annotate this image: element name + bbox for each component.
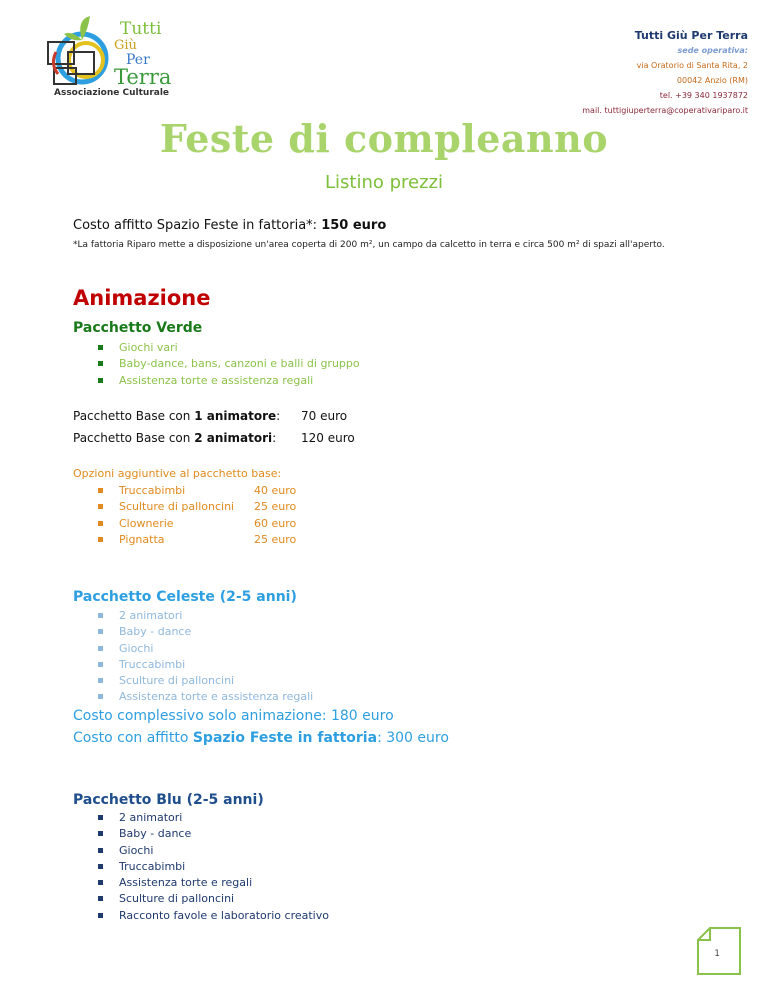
contact-sede: sede operativa: bbox=[677, 46, 748, 55]
total-prefix: Costo con affitto bbox=[73, 730, 193, 746]
page-subtitle: Listino prezzi bbox=[324, 172, 443, 193]
bullet-icon bbox=[98, 521, 103, 526]
rental-cost-label: Costo affitto Spazio Feste in fattoria*: bbox=[73, 218, 318, 233]
celeste-total-with-rental bbox=[73, 730, 449, 746]
list-item bbox=[73, 373, 573, 389]
list-blu bbox=[73, 810, 573, 924]
package-heading-celeste: Pacchetto Celeste (2-5 anni) bbox=[73, 589, 297, 605]
price-prefix: Pacchetto Base con bbox=[73, 409, 195, 423]
list-item-text: 2 animatori bbox=[119, 609, 183, 622]
contact-mail[interactable]: mail. tuttigiuperterra@coperativariparo.it bbox=[582, 106, 748, 115]
bullet-icon bbox=[98, 504, 103, 509]
list-item-text: 2 animatori bbox=[119, 811, 183, 824]
bullet-icon bbox=[98, 662, 103, 667]
list-item bbox=[73, 657, 573, 673]
price-row-1 bbox=[73, 409, 393, 423]
list-item-text: Baby - dance bbox=[119, 827, 192, 841]
bullet-icon bbox=[98, 913, 103, 918]
list-item bbox=[73, 859, 573, 875]
list-item-text: Assistenza torte e assistenza regali bbox=[119, 373, 314, 387]
logo-text-3: Per bbox=[126, 52, 150, 68]
package-heading-blu: Pacchetto Blu (2-5 anni) bbox=[73, 792, 264, 808]
list-item bbox=[73, 608, 573, 624]
bullet-icon bbox=[98, 361, 103, 366]
list-verde bbox=[73, 340, 573, 389]
bullet-icon bbox=[98, 537, 103, 542]
list-item bbox=[73, 673, 573, 689]
package-heading-verde: Pacchetto Verde bbox=[73, 320, 203, 336]
list-item-text: Racconto favole e laboratorio creativo bbox=[119, 908, 329, 922]
list-item-text: Truccabimbi bbox=[119, 859, 186, 873]
contact-block bbox=[582, 28, 748, 118]
bullet-icon bbox=[98, 848, 103, 853]
bullet-icon bbox=[98, 831, 103, 836]
bullet-icon bbox=[98, 646, 103, 651]
list-item-text: Truccabimbi bbox=[119, 657, 186, 671]
price-suffix: : bbox=[272, 431, 277, 445]
section-heading-animazione: Animazione bbox=[73, 286, 211, 310]
option-price: 25 euro bbox=[254, 532, 297, 546]
total-suffix: : 300 euro bbox=[377, 730, 449, 746]
logo bbox=[42, 12, 192, 100]
rental-cost-value: 150 euro bbox=[321, 218, 387, 233]
list-item bbox=[73, 641, 573, 657]
option-item bbox=[73, 532, 333, 548]
price-suffix: : bbox=[276, 409, 281, 423]
bullet-icon bbox=[98, 378, 103, 383]
bullet-icon bbox=[98, 864, 103, 869]
logo-caption: Associazione Culturale bbox=[54, 88, 170, 98]
contact-tel: tel. +39 340 1937872 bbox=[659, 91, 748, 100]
bullet-icon bbox=[98, 896, 103, 901]
option-item bbox=[73, 499, 333, 515]
options-list bbox=[73, 483, 333, 548]
logo-text-4: Terra bbox=[114, 65, 172, 89]
page-number: 1 bbox=[714, 949, 720, 959]
footnote: *La fattoria Riparo mette a disposizione un'area coperta di 200 m², un campo da calcetto in terra e circa 500 m² di spazi all'aperto. bbox=[73, 240, 665, 250]
logo-text-2: Giù bbox=[114, 38, 137, 53]
bullet-icon bbox=[98, 694, 103, 699]
list-item bbox=[73, 843, 573, 859]
bullet-icon bbox=[98, 815, 103, 820]
option-name: Pignatta bbox=[119, 532, 165, 546]
list-item-text: Assistenza torte e assistenza regali bbox=[119, 690, 314, 704]
option-price: 60 euro bbox=[254, 516, 297, 530]
option-name: Sculture di palloncini bbox=[119, 500, 235, 514]
price-prefix: Pacchetto Base con bbox=[73, 431, 195, 445]
price-value: 70 euro bbox=[301, 409, 348, 423]
price-bold: 1 animatore bbox=[194, 409, 277, 423]
price-value: 120 euro bbox=[301, 431, 355, 445]
logo-text-1: Tutti bbox=[120, 19, 162, 39]
list-item bbox=[73, 826, 573, 842]
total-bold: Spazio Feste in fattoria bbox=[192, 730, 378, 746]
list-item-text: Baby-dance, bans, canzoni e balli di gruppo bbox=[119, 357, 360, 371]
list-item bbox=[73, 891, 573, 907]
list-item bbox=[73, 875, 573, 891]
list-item bbox=[73, 340, 573, 356]
option-item bbox=[73, 516, 333, 532]
bullet-icon bbox=[98, 880, 103, 885]
list-item bbox=[73, 624, 573, 640]
price-row-2 bbox=[73, 431, 393, 445]
contact-org: Tutti Giù Per Terra bbox=[634, 29, 748, 42]
bullet-icon bbox=[98, 629, 103, 634]
bullet-icon bbox=[98, 678, 103, 683]
bullet-icon bbox=[98, 488, 103, 493]
page-title: Feste di compleanno bbox=[159, 116, 609, 161]
bullet-icon bbox=[98, 345, 103, 350]
option-name: Clownerie bbox=[119, 516, 174, 530]
option-price: 25 euro bbox=[254, 500, 297, 514]
option-price: 40 euro bbox=[254, 484, 297, 497]
contact-city: 00042 Anzio (RM) bbox=[676, 76, 748, 85]
bullet-icon bbox=[98, 613, 103, 618]
option-name: Truccabimbi bbox=[119, 484, 186, 497]
celeste-total-animation: Costo complessivo solo animazione: 180 euro bbox=[73, 708, 394, 724]
list-item-text: Assistenza torte e regali bbox=[119, 876, 253, 890]
list-item bbox=[73, 356, 573, 372]
list-item-text: Giochi bbox=[119, 843, 154, 857]
list-celeste bbox=[73, 608, 573, 706]
list-item bbox=[73, 810, 573, 826]
list-item-text: Sculture di palloncini bbox=[119, 674, 235, 688]
list-item-text: Giochi vari bbox=[119, 341, 178, 354]
rental-cost bbox=[73, 218, 386, 233]
option-item bbox=[73, 483, 333, 499]
list-item bbox=[73, 908, 573, 924]
list-item-text: Baby - dance bbox=[119, 625, 192, 639]
list-item-text: Sculture di palloncini bbox=[119, 892, 235, 906]
list-item bbox=[73, 689, 573, 705]
contact-address: via Oratorio di Santa Rita, 2 bbox=[636, 61, 748, 70]
price-bold: 2 animatori bbox=[194, 431, 273, 445]
options-title: Opzioni aggiuntive al pacchetto base: bbox=[73, 467, 282, 480]
list-item-text: Giochi bbox=[119, 641, 154, 655]
